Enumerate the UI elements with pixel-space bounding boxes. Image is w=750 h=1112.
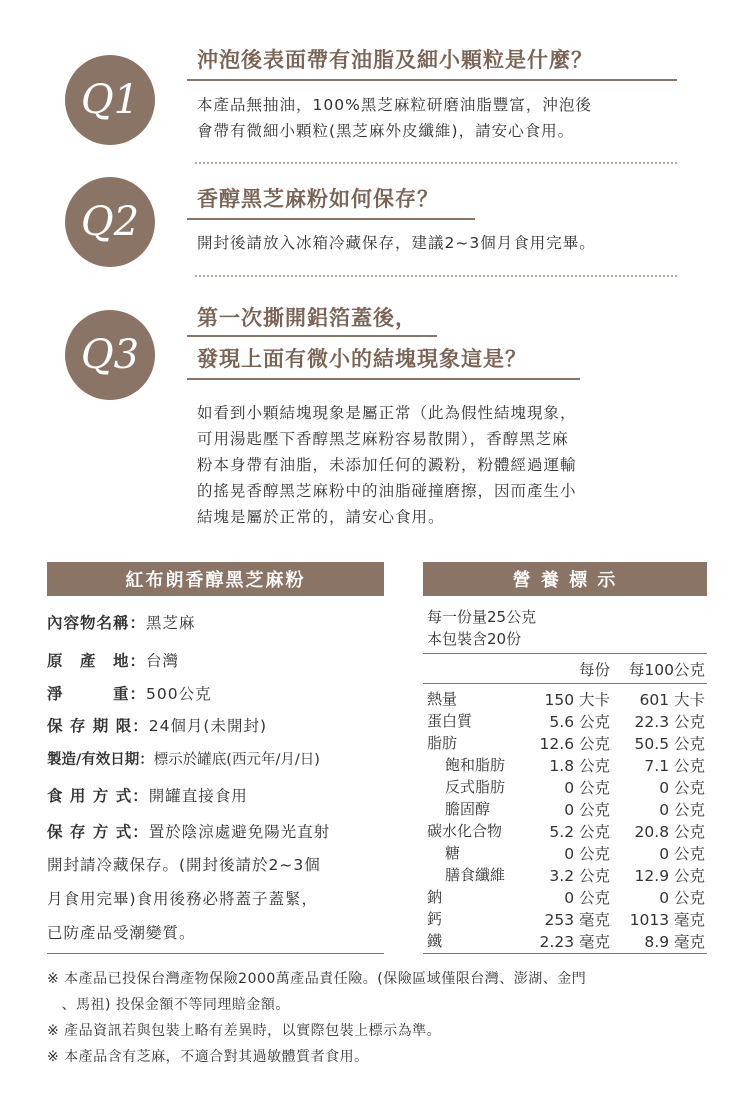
- row-value: 置於陰涼處避免陽光直射: [148, 823, 331, 841]
- answer-line: 可用湯匙壓下香醇黑芝麻粉容易散開），香醇黑芝麻: [197, 430, 569, 448]
- answer-line: 的搖晃香醇黑芝麻粉中的油脂碰撞磨擦，因而產生小: [197, 482, 577, 500]
- nutrient-per-100g: 0 公克: [659, 801, 705, 819]
- nutrient-name: 飽和脂肪: [445, 756, 506, 774]
- nutrition-rule: [423, 653, 707, 654]
- nutrient-name: 蛋白質: [427, 712, 473, 730]
- nutrition-bottom-rule: [423, 953, 707, 954]
- note: ※ 產品資訊若與包裝上略有差異時，以實際包裝上標示為準。: [47, 1023, 442, 1039]
- nutrient-per-serving: 1.8 公克: [549, 757, 610, 775]
- nutrient-name: 膽固醇: [445, 800, 491, 818]
- row-value: 黑芝麻: [146, 614, 196, 632]
- q3-answer: [197, 400, 577, 530]
- nutrient-per-100g: 8.9 毫克: [644, 933, 705, 951]
- q2-badge: Q2: [65, 177, 155, 267]
- q2-answer: [197, 230, 596, 256]
- product-heading: 紅布朗香醇黑芝麻粉: [47, 562, 384, 596]
- answer-line: 開封後請放入冰箱冷藏保存，建議2~3個月食用完畢。: [197, 234, 596, 252]
- q3-title-line1: 第一次撕開鋁箔蓋後，: [197, 306, 417, 330]
- q1-badge: Q1: [65, 55, 155, 145]
- nutrient-per-100g: 22.3 公克: [634, 713, 705, 731]
- row-key: 食 用 方 式：: [47, 787, 149, 805]
- nutrient-per-serving: 0 公克: [564, 889, 610, 907]
- product-row: [47, 611, 196, 633]
- nutrient-per-serving: 253 毫克: [544, 911, 610, 929]
- nutrient-name: 鈉: [427, 888, 443, 906]
- row-value: 台灣: [146, 652, 180, 670]
- row-value: 24個月(未開封): [148, 717, 268, 735]
- nutrient-name: 鈣: [427, 910, 443, 928]
- nutrient-per-serving: 5.6 公克: [549, 713, 610, 731]
- nutrient-per-100g: 7.1 公克: [644, 757, 705, 775]
- nutrient-per-serving: 0 公克: [564, 779, 610, 797]
- nutrient-per-100g: 20.8 公克: [634, 823, 705, 841]
- product-row: [47, 682, 212, 704]
- q2-rule: [187, 218, 475, 220]
- answer-line: 本產品無抽油，100%黑芝麻粒研磨油脂豐富，沖泡後: [197, 96, 592, 114]
- nutrient-name: 糖: [445, 844, 461, 862]
- row-key: 製造/有效日期：: [47, 752, 154, 768]
- col-per-100g: 每100公克: [628, 661, 705, 679]
- product-row: [47, 887, 318, 909]
- row-key: 淨 重：: [47, 685, 147, 703]
- product-row: [47, 784, 248, 806]
- product-row: [47, 921, 196, 943]
- q3-badge: Q3: [65, 310, 155, 400]
- q1-title: 沖泡後表面帶有油脂及細小顆粒是什麼？: [197, 48, 593, 72]
- col-per-serving: 每份: [578, 661, 610, 679]
- nutrient-per-serving: 3.2 公克: [549, 867, 610, 885]
- nutrient-per-100g: 0 公克: [659, 845, 705, 863]
- nutrient-name: 鐵: [427, 932, 443, 950]
- row-key: 保 存 方 式：: [47, 823, 149, 841]
- answer-line: 結塊是屬於正常的，請安心食用。: [197, 508, 445, 526]
- q3-rule-1: [187, 335, 437, 337]
- nutrient-name: 反式脂肪: [445, 778, 506, 796]
- row-value: 500公克: [146, 685, 212, 703]
- note: 、馬祖) 投保金額不等同理賠金額。: [47, 997, 290, 1013]
- nutrient-per-100g: 50.5 公克: [634, 735, 705, 753]
- row-value: 開封請冷藏保存。(開封後請於2~3個: [47, 856, 321, 874]
- nutrient-name: 膳食纖維: [445, 866, 506, 884]
- row-key: 保 存 期 限：: [47, 717, 149, 735]
- row-value: 已防產品受潮變質。: [47, 924, 196, 942]
- answer-line: 粉本身帶有油脂，未添加任何的澱粉，粉體經過運輸: [197, 456, 577, 474]
- product-row: [47, 649, 179, 671]
- nutrient-per-serving: 0 公克: [564, 801, 610, 819]
- nutrient-per-serving: 12.6 公克: [539, 735, 610, 753]
- row-key: 原 產 地：: [47, 652, 147, 670]
- nutrient-per-100g: 12.9 公克: [634, 867, 705, 885]
- answer-line: 如看到小顆結塊現象是屬正常（此為假性結塊現象，: [197, 404, 577, 422]
- q3-title-line2: 發現上面有微小的結塊現象這是？: [197, 347, 527, 371]
- nutrient-name: 熱量: [427, 690, 458, 708]
- q3-rule-2: [187, 378, 580, 380]
- nutrient-per-serving: 2.23 毫克: [539, 933, 610, 951]
- q1-rule: [187, 79, 677, 81]
- nutrient-per-100g: 0 公克: [659, 889, 705, 907]
- note: ※ 本產品含有芝麻，不適合對其過敏體質者食用。: [47, 1049, 369, 1065]
- row-value: 標示於罐底(西元年/月/日): [153, 752, 320, 768]
- product-row: [47, 714, 267, 736]
- nutrient-per-serving: 5.2 公克: [549, 823, 610, 841]
- q2-title: 香醇黑芝麻粉如何保存？: [197, 187, 439, 211]
- q1-answer: [197, 92, 592, 144]
- product-row: [47, 853, 321, 875]
- nutrient-name: 脂肪: [427, 734, 458, 752]
- nutrient-per-100g: 1013 毫克: [629, 911, 705, 929]
- product-bottom-rule: [47, 953, 384, 954]
- row-value: 月食用完畢)食用後務必將蓋子蓋緊，: [47, 890, 319, 908]
- nutrient-per-100g: 601 大卡: [639, 691, 705, 709]
- row-key: 內容物名稱：: [47, 614, 147, 632]
- nutrient-per-serving: 150 大卡: [544, 691, 610, 709]
- servings: 本包裝含20份: [427, 630, 522, 648]
- nutrition-heading: 營 養 標 示: [423, 562, 707, 596]
- nutrient-name: 碳水化合物: [427, 822, 503, 840]
- note: ※ 本產品已投保台灣產物保險2000萬產品責任險。(保險區域僅限台灣、澎湖、金門: [47, 971, 587, 987]
- nutrient-per-100g: 0 公克: [659, 779, 705, 797]
- serving-size: 每一份量25公克: [427, 608, 537, 626]
- nutrient-per-serving: 0 公克: [564, 845, 610, 863]
- answer-line: 會帶有微細小顆粒(黑芝麻外皮纖維)，請安心食用。: [197, 122, 575, 140]
- divider-dotted: [195, 162, 677, 164]
- product-row: [47, 748, 320, 769]
- divider-dotted: [195, 275, 677, 277]
- row-value: 開罐直接食用: [148, 787, 248, 805]
- product-row: [47, 820, 330, 842]
- nutrition-rule: [423, 683, 707, 684]
